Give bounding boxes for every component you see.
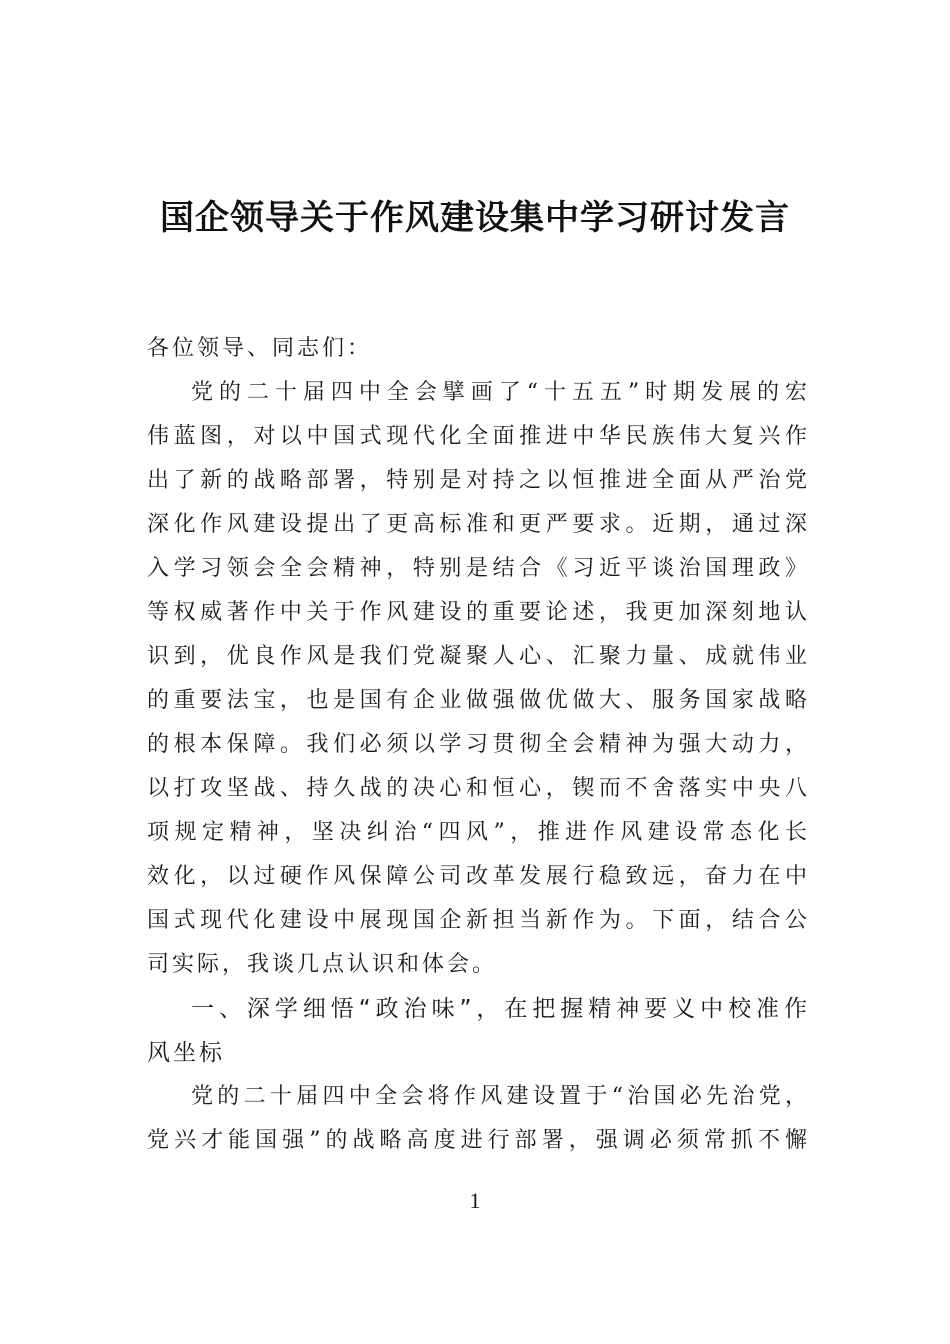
paragraph-line: 以打攻坚战、持久战的决心和恒心，锲而不舍落实中央八: [147, 776, 807, 801]
page-number: 1: [469, 1188, 481, 1213]
paragraph-line: 的重要法宝，也是国有企业做强做优做大、服务国家战略: [147, 688, 807, 713]
paragraph-line: 项规定精神，坚决纠治“四风”，推进作风建设常态化长: [147, 820, 807, 845]
paragraph-line: 党兴才能国强”的战略高度进行部署，强调必须常抓不懈: [147, 1128, 807, 1153]
paragraph-line: 司实际，我谈几点认识和体会。: [147, 952, 498, 977]
paragraph-line: 入学习领会全会精神，特别是结合《习近平谈治国理政》: [147, 556, 807, 581]
paragraph-line: 等权威著作中关于作风建设的重要论述，我更加深刻地认: [147, 600, 807, 625]
paragraph-line: 党的二十届四中全会擘画了“十五五”时期发展的宏: [191, 380, 807, 405]
section-heading-1: [147, 987, 807, 1075]
paragraph-line: 效化，以过硬作风保障公司改革发展行稳致远，奋力在中: [147, 864, 807, 889]
paragraph-line: 党的二十届四中全会将作风建设置于“治国必先治党，: [191, 1084, 807, 1109]
paragraph-1: [147, 371, 807, 987]
paragraph-line: 识到，优良作风是我们党凝聚人心、汇聚力量、成就伟业: [147, 644, 807, 669]
paragraph-2: [147, 1075, 807, 1163]
paragraph-line: 出了新的战略部署，特别是对持之以恒推进全面从严治党: [147, 468, 807, 493]
paragraph-line: 伟蓝图，对以中国式现代化全面推进中华民族伟大复兴作: [147, 424, 807, 449]
greeting: 各位领导、同志们：: [147, 336, 373, 361]
paragraph-line: 的根本保障。我们必须以学习贯彻全会精神为强大动力，: [147, 732, 807, 757]
document-title: 国企领导关于作风建设集中学习研讨发言: [160, 198, 790, 238]
paragraph-line: 国式现代化建设中展现国企新担当新作为。下面，结合公: [147, 908, 807, 933]
paragraph-line: 深化作风建设提出了更高标准和更严要求。近期，通过深: [147, 512, 807, 537]
heading-line: 风坐标: [147, 1040, 225, 1066]
document-body: [147, 327, 807, 1163]
heading-line: 一、深学细悟“政治味”，在把握精神要义中校准作: [191, 996, 807, 1022]
